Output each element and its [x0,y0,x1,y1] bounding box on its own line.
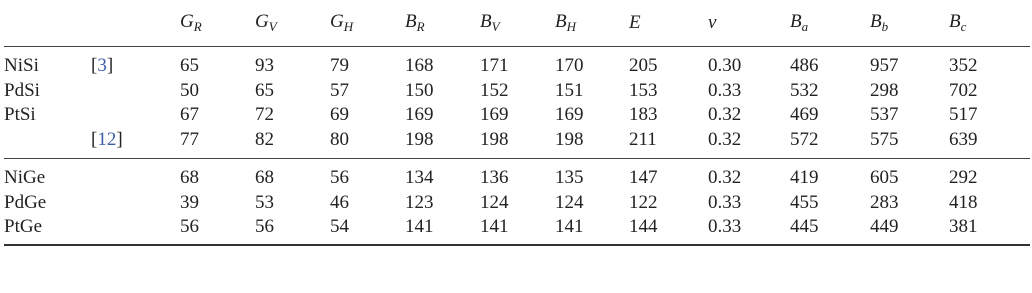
table-cell: 134 [405,167,434,188]
table-cell: 486 [790,55,819,76]
material-name [4,128,91,153]
column-header [790,0,870,46]
table-cell: 39 [180,191,199,213]
table-cell: 605 [870,167,899,188]
table-cell: 198 [480,128,509,150]
column-header-subscript: c [960,19,967,34]
table-cell: 532 [790,79,819,101]
column-header [480,0,555,46]
table-cell: 153 [629,79,658,101]
column-header-symbol: ν [708,12,717,33]
table-cell: 0.32 [708,104,742,125]
reference-cell: [12] [91,128,123,150]
table-cell: 147 [629,167,658,188]
table-cell: 57 [330,79,349,101]
table-cell: 170 [555,55,584,76]
material-name: PtSi [4,104,36,125]
table-cell: 169 [555,104,584,125]
table-cell: 198 [555,128,584,150]
column-header-symbol: E [629,12,641,33]
table-cell: 292 [949,167,978,188]
table-cell: 572 [790,128,819,150]
header-ref-blank [91,0,180,46]
table-cell: 56 [255,216,274,237]
table-cell: 93 [255,55,274,76]
table-cell: 56 [180,216,199,237]
table-cell: 169 [480,104,509,125]
header-name-blank [4,0,91,46]
table-cell: 123 [405,191,434,213]
table-cell: 54 [330,216,349,237]
reference-cell [91,191,180,216]
column-header-subscript: a [801,19,809,34]
table-cell: 0.33 [708,191,742,213]
column-header-symbol: B [949,11,961,32]
citation-link[interactable]: 12 [97,128,117,150]
column-header-subscript: V [491,19,500,34]
table-cell: 65 [255,79,274,101]
table-cell: 50 [180,79,199,101]
table-cell: 151 [555,79,584,101]
table-cell: 198 [405,128,434,150]
table-cell: 0.30 [708,55,742,76]
table-cell: 53 [255,191,274,213]
table-row [4,215,1030,240]
table-cell: 298 [870,79,899,101]
table-cell: 0.33 [708,216,742,237]
table-cell: 0.32 [708,128,742,150]
table-cell: 65 [180,55,199,76]
column-header-subscript: H [566,19,576,34]
column-header-symbol: G [330,11,344,32]
header-row [4,0,1030,46]
table-cell: 445 [790,216,819,237]
germanide-group [4,159,1030,240]
column-header-subscript: R [193,19,202,34]
table-cell: 169 [405,104,434,125]
table-cell: 171 [480,55,509,76]
column-header-symbol: G [255,11,269,32]
table-cell: 168 [405,55,434,76]
table-cell: 135 [555,167,584,188]
column-header-symbol: B [790,11,802,32]
table-row [4,159,1030,191]
table-cell: 124 [555,191,584,213]
table-cell: 0.33 [708,79,742,101]
column-header-symbol: G [180,11,194,32]
table-cell: 77 [180,128,199,150]
table-cell: 517 [949,104,978,125]
column-header-subscript: H [343,19,354,34]
table-cell: 469 [790,104,819,125]
table-row [4,103,1030,128]
table-cell: 46 [330,191,349,213]
table-cell: 418 [949,191,978,213]
reference-cell [91,215,180,240]
reference-cell [91,103,180,128]
table-cell: 702 [949,79,978,101]
column-header [180,0,255,46]
table-cell: 68 [255,167,274,188]
material-name: PdSi [4,79,40,101]
table-cell: 152 [480,79,509,101]
elastic-constants-table-container [4,0,1030,246]
table-cell: 449 [870,216,899,237]
citation-link[interactable]: 3 [97,55,107,76]
material-name: PtGe [4,216,42,237]
column-header-symbol: B [405,11,417,32]
table-cell: 122 [629,191,658,213]
material-name: NiGe [4,167,46,188]
table-row [4,191,1030,216]
material-name: PdGe [4,191,47,213]
table-cell: 150 [405,79,434,101]
column-header [949,0,1030,46]
table-cell: 136 [480,167,509,188]
column-header-symbol: B [870,11,882,32]
table-cell: 141 [405,216,434,237]
table-cell: 124 [480,191,509,213]
table-cell: 639 [949,128,978,150]
table-cell: 957 [870,55,899,76]
material-name: NiSi [4,55,39,76]
column-header [255,0,330,46]
column-header-symbol: B [480,11,492,32]
table-cell: 82 [255,128,274,150]
table-cell: 283 [870,191,899,213]
table-cell: 183 [629,104,658,125]
table-cell: 80 [330,128,349,150]
elastic-constants-table [4,0,1030,246]
column-header [870,0,949,46]
table-cell: 56 [330,167,349,188]
column-header-symbol: B [555,11,567,32]
reference-cell [91,159,180,191]
table-cell: 419 [790,167,819,188]
column-header [555,0,629,46]
table-cell: 455 [790,191,819,213]
table-cell: 79 [330,55,349,76]
table-cell: 72 [255,104,274,125]
column-header [708,0,790,46]
reference-cell [91,79,180,104]
column-header [330,0,405,46]
table-cell: 575 [870,128,899,150]
table-cell: 205 [629,55,658,76]
bottom-rule [4,244,1030,246]
table-cell: 68 [180,167,199,188]
table-cell: 69 [330,104,349,125]
table-row [4,47,1030,79]
column-header-subscript: R [416,19,425,34]
table-cell: 141 [480,216,509,237]
table-cell: 141 [555,216,584,237]
table-cell: 211 [629,128,657,150]
column-header [405,0,480,46]
silicide-group [4,47,1030,152]
table-cell: 144 [629,216,658,237]
table-cell: 381 [949,216,978,237]
table-cell: 67 [180,104,199,125]
reference-cell: [3] [91,55,114,76]
table-row [4,128,1030,153]
column-header-subscript: b [881,19,889,34]
column-header-subscript: V [268,19,277,34]
table-cell: 0.32 [708,167,742,188]
table-cell: 352 [949,55,978,76]
table-cell: 537 [870,104,899,125]
table-row [4,79,1030,104]
column-header [629,0,708,46]
